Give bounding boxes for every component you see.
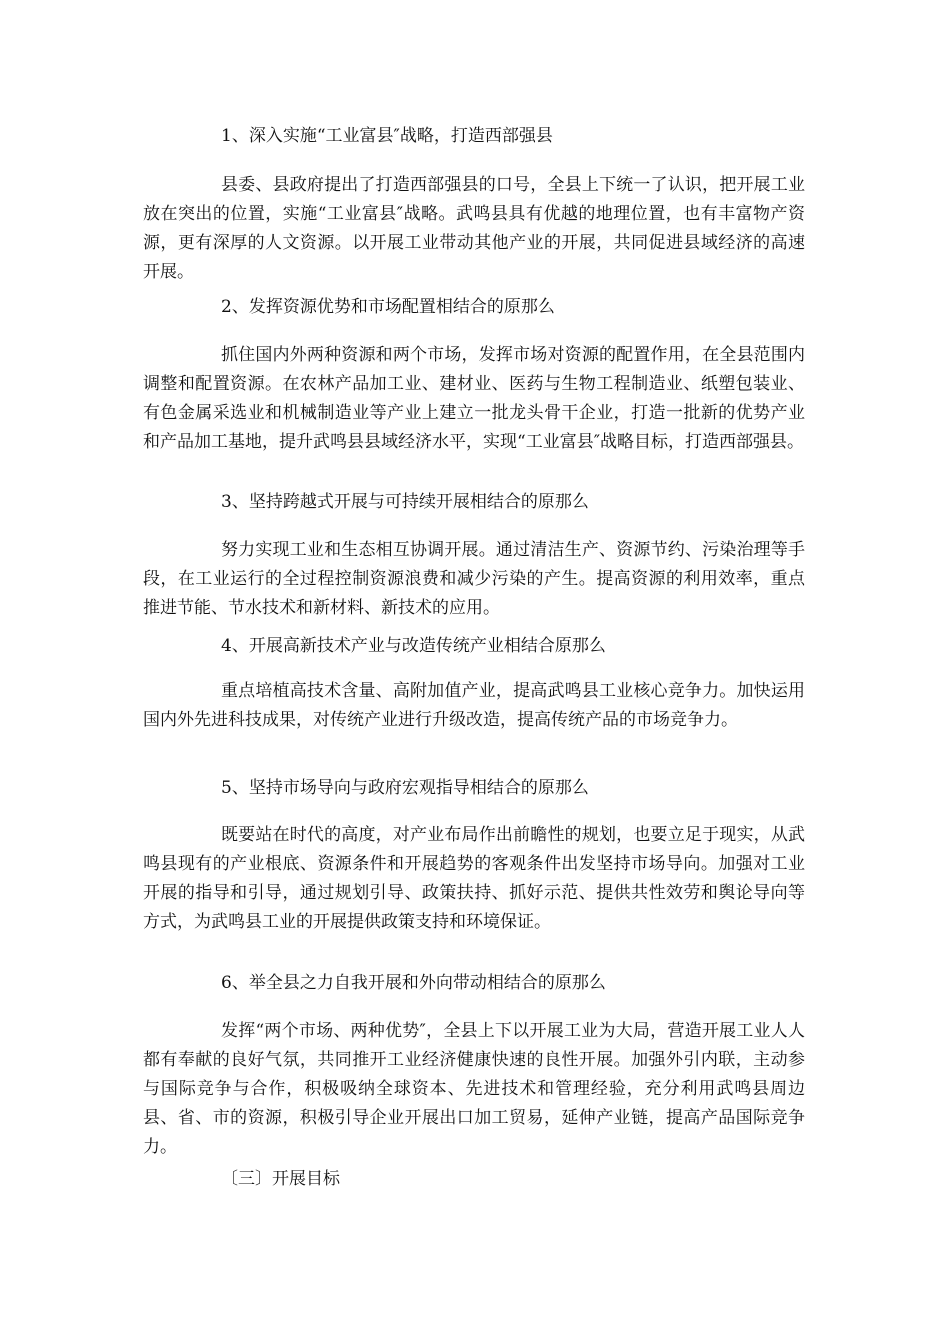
subsection-heading: 〔三〕开展目标 bbox=[221, 1169, 340, 1189]
section-paragraph-5: 既要站在时代的高度，对产业布局作出前瞻性的规划，也要立足于现实，从武鸣县现有的产业根底、资源条件和开展趋势的客观条件出发坚持市场导向。加强对工业开展的指导和引导，通过规划引导、政策扶持、抓好示范、提供共性效劳和舆论导向等方式，为武鸣县工业的开展提供政策支持和环境保证。 bbox=[143, 825, 805, 932]
section-heading-1: 1、深入实施“工业富县″战略，打造西部强县 bbox=[221, 126, 553, 146]
section-paragraph-4: 重点培植高技术含量、高附加值产业，提高武鸣县工业核心竞争力。加快运用国内外先进科技成果，对传统产业进行升级改造，提高传统产品的市场竞争力。 bbox=[143, 681, 805, 730]
section-paragraph-6: 发挥“两个市场、两种优势″，全县上下以开展工业为大局，营造开展工业人人都有奉献的良好气氛，共同推开工业经济健康快速的良性开展。加强外引内联，主动参与国际竞争与合作，积极吸纳全球资本、先进技术和管理经验，充分利用武鸣县周边县、省、市的资源，积极引导企业开展出口加工贸易，延伸产业链，提高产品国际竞争力。 bbox=[143, 1021, 805, 1157]
section-heading-6: 6、举全县之力自我开展和外向带动相结合的原那么 bbox=[221, 973, 606, 993]
section-heading-5: 5、坚持市场导向与政府宏观指导相结合的原那么 bbox=[221, 778, 589, 798]
section-paragraph-2: 抓住国内外两种资源和两个市场，发挥市场对资源的配置作用，在全县范围内调整和配置资源。在农林产品加工业、建材业、医药与生物工程制造业、纸塑包装业、有色金属采选业和机械制造业等产业上建立一批龙头骨干企业，打造一批新的优势产业和产品加工基地，提升武鸣县县域经济水平，实现“工业富县″战略目标，打造西部强县。 bbox=[143, 345, 805, 452]
section-heading-2: 2、发挥资源优势和市场配置相结合的原那么 bbox=[221, 297, 555, 317]
section-heading-3: 3、坚持跨越式开展与可持续开展相结合的原那么 bbox=[221, 492, 589, 512]
section-paragraph-1: 县委、县政府提出了打造西部强县的口号，全县上下统一了认识，把开展工业放在突出的位置，实施“工业富县″战略。武鸣县具有优越的地理位置，也有丰富物产资源，更有深厚的人文资源。以开展工业带动其他产业的开展，共同促进县域经济的高速开展。 bbox=[143, 175, 805, 282]
section-heading-4: 4、开展高新技术产业与改造传统产业相结合原那么 bbox=[221, 636, 606, 656]
section-paragraph-3: 努力实现工业和生态相互协调开展。通过清洁生产、资源节约、污染治理等手段，在工业运行的全过程控制资源浪费和减少污染的产生。提高资源的利用效率，重点推进节能、节水技术和新材料、新技术的应用。 bbox=[143, 540, 805, 618]
